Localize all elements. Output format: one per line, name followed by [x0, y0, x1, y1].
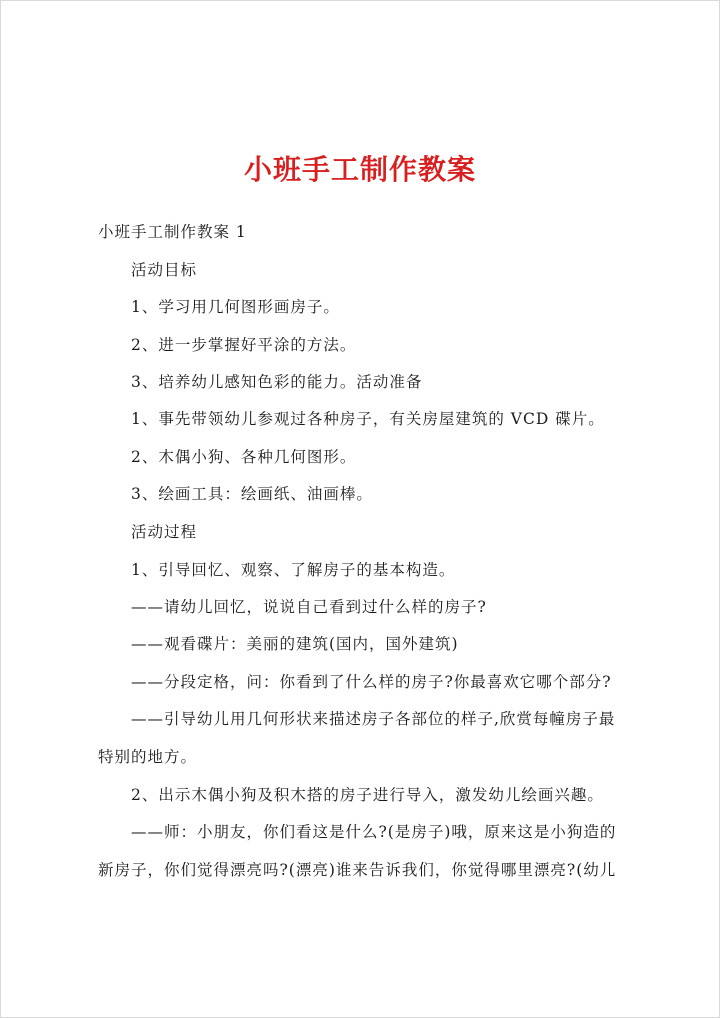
paragraph-line: 2、进一步掌握好平涂的方法。 — [131, 336, 357, 354]
paragraph-line: 2、木偶小狗、各种几何图形。 — [131, 448, 357, 466]
paragraph-line: ——分段定格，问：你看到了什么样的房子?你最喜欢它哪个部分? — [131, 673, 612, 691]
paragraph-line: 3、绘画工具：绘画纸、油画棒。 — [131, 485, 373, 503]
paragraph-line: ——师：小朋友，你们看这是什么?(是房子)哦，原来这是小狗造的 — [131, 823, 617, 841]
paragraph-line: ——引导幼儿用几何形状来描述房子各部位的样子,欣赏每幢房子最 — [131, 710, 616, 728]
paragraph-line: ——观看碟片：美丽的建筑(国内，国外建筑) — [131, 635, 459, 653]
paragraph-line: 2、出示木偶小狗及积木搭的房子进行导入，激发幼儿绘画兴趣。 — [131, 786, 604, 804]
paragraph-line: 1、事先带领幼儿参观过各种房子，有关房屋建筑的 VCD 碟片。 — [131, 410, 605, 428]
paragraph-line: 特别的地方。 — [98, 748, 198, 766]
paragraph-line: 活动目标 — [131, 261, 198, 279]
paragraph-line: 3、培养幼儿感知色彩的能力。活动准备 — [131, 373, 423, 391]
paragraph-line: 1、学习用几何图形画房子。 — [131, 298, 340, 316]
paragraph-line: 新房子，你们觉得漂亮吗?(漂亮)谁来告诉我们，你觉得哪里漂亮?(幼儿 — [98, 861, 617, 879]
paragraph-line: 1、引导回忆、观察、了解房子的基本构造。 — [131, 561, 456, 579]
paragraph-line: 活动过程 — [131, 523, 198, 541]
paragraph-line: ——请幼儿回忆，说说自己看到过什么样的房子? — [131, 598, 487, 616]
section-heading: 小班手工制作教案 1 — [98, 223, 247, 241]
page-title: 小班手工制作教案 — [243, 153, 476, 186]
